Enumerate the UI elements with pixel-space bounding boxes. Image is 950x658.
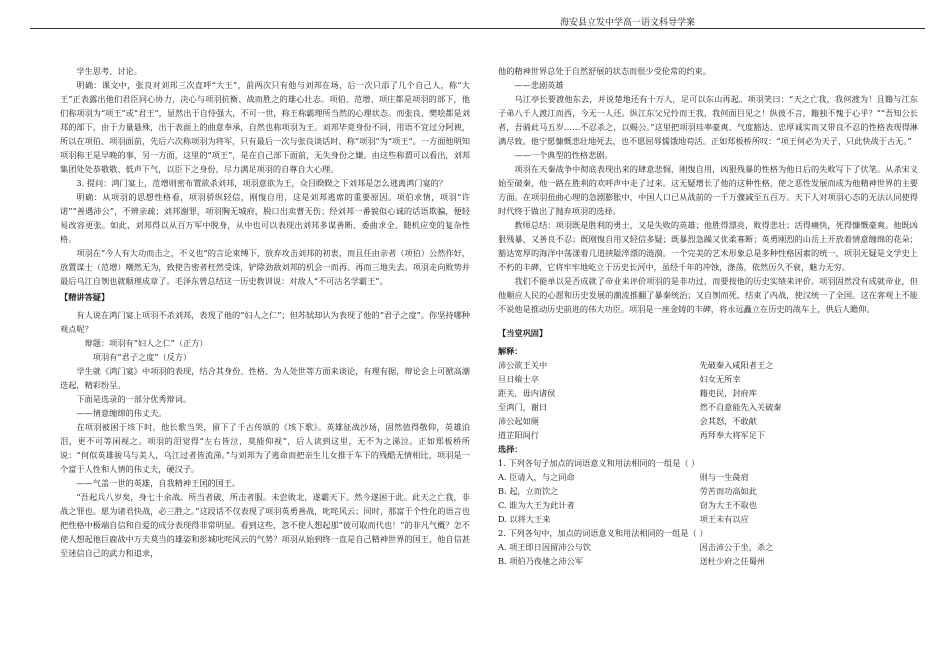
table-row: 距关，毋内诸侯 籍吏民，封府库: [498, 388, 757, 398]
page-header: [30, 0, 925, 29]
table-row: 道芷阳间行 再拜奉大将军足下: [498, 430, 766, 440]
paragraph: 我们不能单以是否成就了帝业来评价项羽的是非功过，而要按他的历史实绩来评价。项羽固然没有成就帝业，但他顺应人民的心愿和历史发展的潮流推翻了暴秦统治；又自刎而死，结束了内战，使汉统一了全国。这在客观上不能不说他是推动历史前进的伟大功臣。项羽是一座金铸的丰碑，将永远矗立在历史的战车上，供后人瞻仰。: [498, 276, 918, 314]
paragraph: “吾起兵八岁矣，身七十余战。所当者破，所击者服。未尝败北，遂霸天下。然今遂困于此。此天之亡我，非战之罪也。愿为诸君快战，必三胜之。”这段话不仅表现了项羽英勇善战，叱咤风云；同时，那富于个性化的语言也把性格中极端自信和自爱的成分表现得非常明显。看到这些，忽不使人想起那“彼可取而代也！”的非凡气概？怎不使人想起他巨鹿战中万夫莫当的雄姿和彭城叱咤风云的气势？项羽从始到终一直是自己精神世界的国王，他自信甚至迷信自己的武力和追求，: [60, 492, 470, 558]
paragraph: 在项羽被困于垓下时，他长歌当哭，留下了千古传颂的《垓下歌》。英雄征战沙场，固然值得敬仰，英雄泊泪，更不可等闲视之。项羽的泪觉得“左右皆泣，莫能仰视”，后人读到这里，无不为之涕泣。正如郑板桥所说：“何似英雄骏马与美人，乌江过者皆流涕。”与刘邦为了逃命而把亲生儿女推于车下的残酷无情相比，项羽是一个富于人性和人情的伟丈夫，硬汉子。: [60, 422, 470, 474]
paragraph: 学生思考、讨论。: [76, 66, 142, 76]
paragraph: 项羽在天秦战争中彻底表现出来的肆意悲悯，刚愎自用，凶狠残暴的性格为他日后的失败写下了伏笔。从杀宋义始至破秦，他一路在胜利的欢呼声中走了过来。这无疑增长了他的这种性格，使之恶性发展而成为他精神世界的主要方面。在项羽扭曲心理的急剧膨胀中，中国人口已从战前的一千万骤减至五百万。天下人对项羽心态的无法认同使得时代终于做出了抛弃项羽的选择。: [498, 164, 918, 216]
debate-topic-con: 项羽有“君子之度”（反方）: [92, 352, 192, 362]
paragraph: 教师总结：项羽既是胜利的勇士，又是失败的英雄；他胜得漂亮，败得悲壮；活得痛快，死得慷慨豪爽。他既凶狠残暴，又善良不忍；既刚愎自用又轻信多疑；既暴烈急躁又优柔寡断；英勇刚烈的山岳上开放着情意缠绵的花朵；豁达宽厚的海洋中荡漾着几道挟隘淬漂的涟漪。一个完美的艺术形象总是多种性格因素的统一，项羽无疑是文学史上不朽的丰碑，它将牢牢地屹立于历史长河中，虽经千年的冲蚀，涤荡，依然历久不衰，魅力无穷。: [498, 220, 918, 272]
paragraph: 明确：课文中，张良对刘邦三次直呼“大王”，前两次只有他与刘邦在场，后一次只添了几个自己人，称“大王”正表露出他们君臣同心协力，决心与项羽抗衡、战而胜之的雄心壮志。项伯、范增、项庄都是项羽的部下，他们称项羽为“项王”或“君王”，显然出于自恃强大，不可一世，称王称霸理所当然的心理状态。而张良、樊哙都是刘邦的部下，由于力量悬殊，出于表面上的曲意奉承，自然也称项羽为王。刘邦毕竟身份不同，用语不宜过分阿谀，所以在项伯、项羽面前，先后六次称项羽为将军，只有最后一次与张良谈话时，称“项羽”为“项王”。一方面他明知项羽称王是早晚的事，另一方面，这里的“项王”，是在自己部下面前，无失身份之嫌。由这些称谓可以看出，刘邦集团处处恭敬敬、低声下气，以臣下之身份，尽力满足项羽的自尊自大心理。: [60, 80, 470, 174]
table-row: 沛公欲王关中 先破秦入咸阳者王之: [498, 360, 774, 370]
table-row: 至鸿门，谢曰 然不自意能先入关破秦: [498, 402, 782, 412]
paragraph: ——情意缠绵的伟丈夫。: [76, 408, 167, 418]
paragraph: ——气盖一世的英雄，自我精神王国的国王。: [76, 478, 241, 488]
option-row: B. 项伯乃夜驰之沛公军 送杜少府之任蜀州: [498, 556, 766, 566]
debate-topic-pro: 辩题：项羽有“妇人之仁”（正方）: [84, 338, 208, 348]
paragraph: 项羽在“今人有大功而击之，不义也”的言论束缚下，放弃攻击刘邦的初衷，而且任由亲者（项伯）公然作好，放置谋士（范增）嘲然无为，致使告密者枉然受诛，铲除劲敌刘邦的机会一而再、再而三地失去。项羽走向败势并最后乌江自刎也就顺理成章了。毛泽东曾总结这一历史教训说：对敌人“不可沽名学霸王”。: [60, 248, 470, 286]
explanation-label: 解释：: [498, 346, 523, 356]
paragraph: 3. 提问：鸿门宴上，范增则密布置欲杀刘邦，项羽意欲为王，众目睽睽之下刘邦是怎么逃离鸿门宴的？: [76, 178, 448, 188]
table-row: 旦日飨士卒 妇女无所幸: [498, 374, 741, 384]
choice-label: 选择：: [498, 444, 523, 454]
table-row: 沛公起如厕 会其怒，不敢献: [498, 416, 757, 426]
section-title-dangtang: 【当堂巩固】: [498, 328, 548, 338]
option-row: D. 以将大王来 项王未有以应: [498, 514, 749, 524]
right-column: [498, 64, 918, 568]
option-row: B. 起，立而饮之 劳苦而功高如此: [498, 486, 757, 496]
question: 有人说在鸿门宴上项羽不杀刘邦，表现了他的“妇人之仁”；但苏轼却认为表现了他的“君子之度”。你坚持哪种观点呢？: [60, 310, 470, 334]
paragraph: 他的精神世界总处于自然舒展的状态而很少受伦常的约束。: [498, 66, 711, 76]
question-2: 2. 下列各句中，加点的词语意义和用法相同的一组是（ ）: [498, 528, 708, 538]
section-title-jingjiang: 【精讲答疑】: [60, 292, 110, 302]
left-column: [60, 64, 470, 560]
paragraph: 下面是选录的一部分优秀辩词。: [76, 394, 192, 404]
paragraph: ——悲剧英雄: [514, 80, 564, 90]
explanation-table: [498, 358, 918, 442]
question-1: 1. 下列各句子加点的词语意义和用法相同的一组是（ ）: [498, 458, 700, 468]
option-row: A. 项王即日因留沛公与饮 因击沛公于坐，杀之: [498, 542, 774, 552]
paragraph: 学生就《鸿门宴》中项羽的表现，结合其身份、性格、为人处世等方面来谈论，有理有据，辩论会上可掀高潮迭起，精彩纷呈。: [60, 366, 470, 390]
option-row: C. 谁为大王为此计者 窃为大王不取也: [498, 500, 757, 510]
option-row: A. 臣请入，与之同命 则与一生彘肩: [498, 472, 749, 482]
paragraph: 明确：从项羽的思想性格看，项羽骄纵轻信，刚愎自用，这是刘邦逃席的重要原因。项伯求情，项羽“许诺”“善遇沛公”，不辨亲疏；刘邦谢罪，项羽胸无城府，脱口出卖曹无伤；经刘邦一番貌似心诚的话语欺骗，便轻易改容更张。如此，刘邦得以从百万军中脱身，从中也可以表现出刘邦多谋善断、委曲求全、随机应变的复杂性格。: [60, 192, 470, 244]
header-title: 海安县立发中学高一语文科导学案: [559, 18, 695, 28]
paragraph: 乌江亭长要渡他东去，并说楚地还有十万人，足可以东山再起。项羽笑曰：“天之亡我，我何渡为！且籍与江东子弟八千人渡江而西，今无一人还。纵江东父兄怜而王我，我何面目见之！纵彼不言，籍独不愧于心乎？”“吾知公长者，吾骑此马五岁……不忍杀之，以赐公。”这里把项羽珪率豪爽、气度豁达、忠厚诚实而又带良不忍的性格表现得淋漓尽致。他宁愿慷慨悲壮地死去，也不愿屈辱懦饿地苟活。正如郑板桥所叹：“项王何必为天子，只此快战于古无。”: [498, 94, 918, 146]
paragraph: ——一个典型的性格悲剧。: [514, 150, 613, 160]
